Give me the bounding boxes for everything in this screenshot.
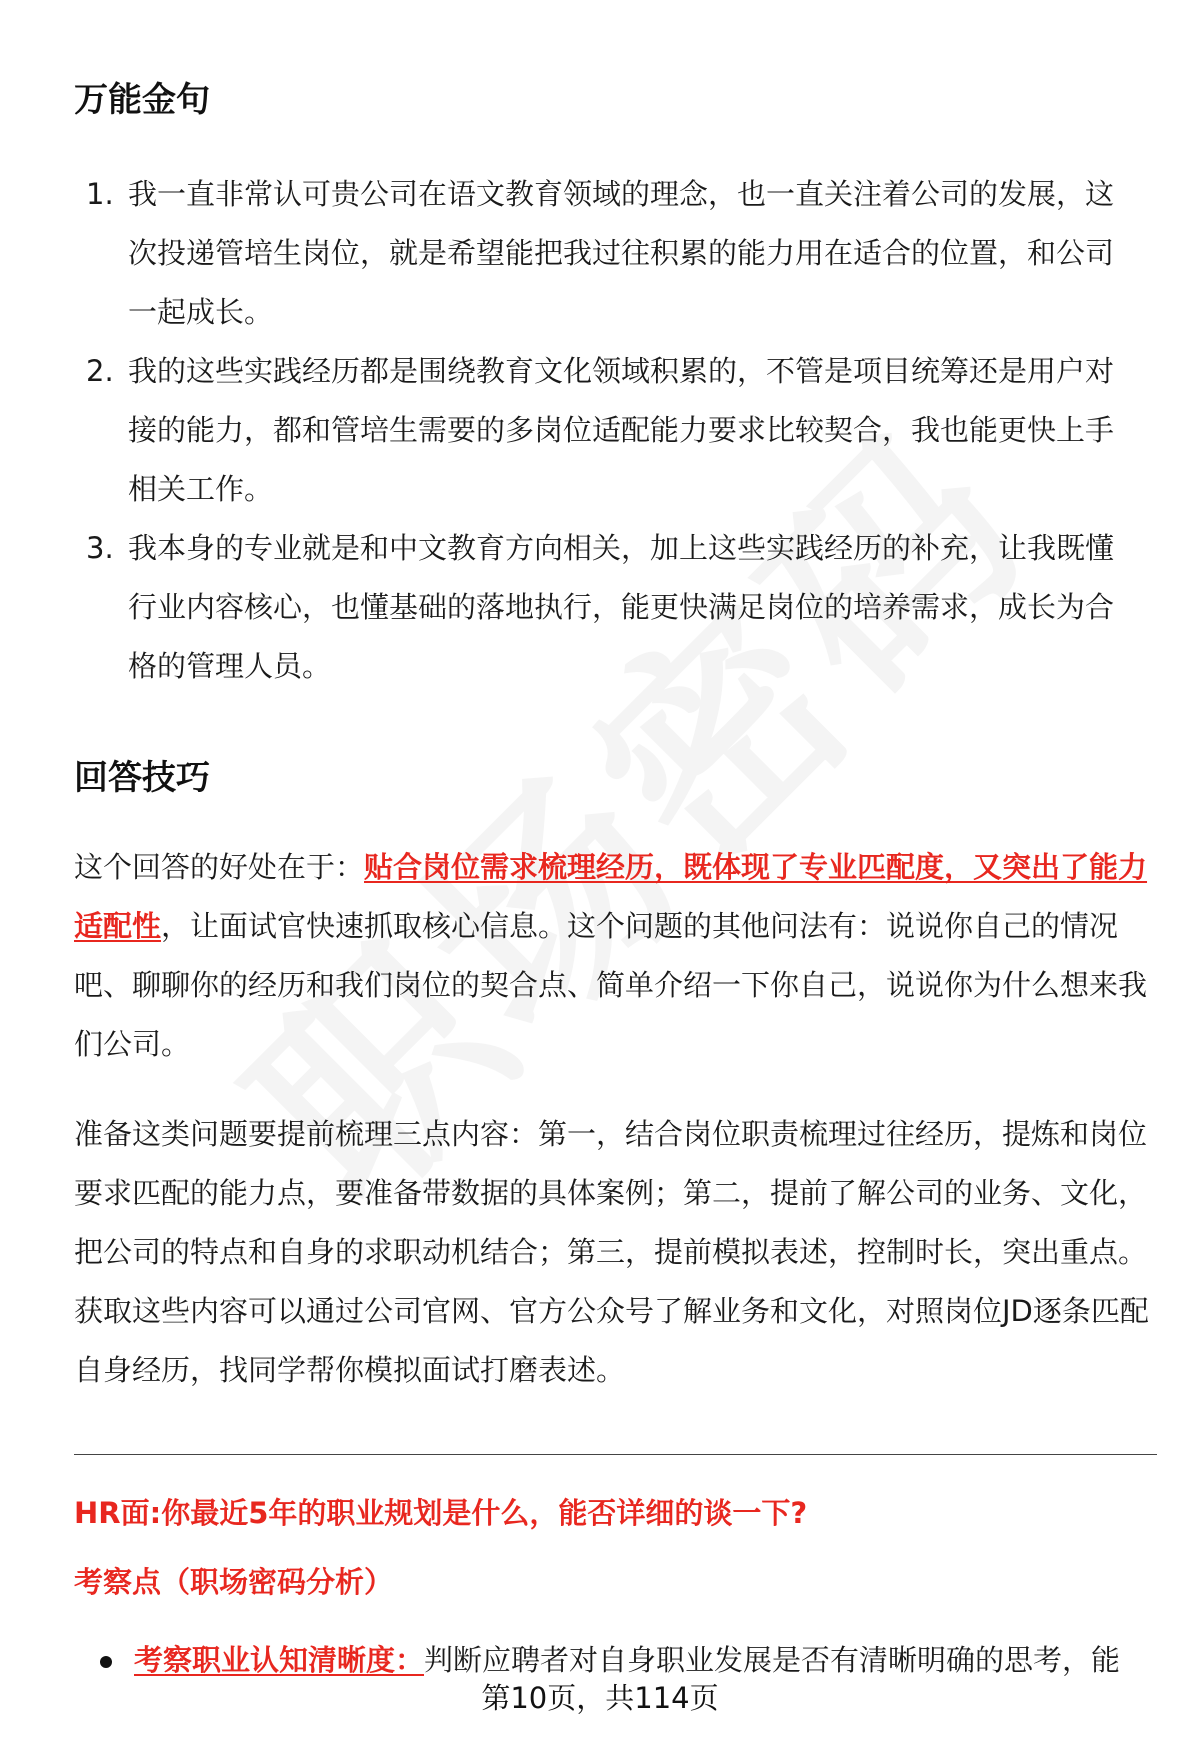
list-item [74, 342, 1144, 519]
bullet-dot-icon [100, 1656, 112, 1668]
tips-paragraph-1 [74, 838, 1149, 1074]
list-item-line: 一起成长。 [128, 295, 274, 329]
tips-highlight: 贴合岗位需求梳理经历，既体现了专业匹配度，又突出了能力适配性 [74, 850, 1148, 943]
bullet-item [74, 1640, 1154, 1680]
tips-prefix: 这个回答的好处在于： [74, 850, 365, 884]
golden-lines-list [74, 165, 1144, 696]
list-number: 3. [86, 531, 114, 565]
bullet-text: 判断应聘者对自身职业发展是否有清晰明确的思考，能 [424, 1643, 1121, 1677]
section-title-golden-lines: 万能金句 [74, 80, 210, 120]
list-item-line: 行业内容核心，也懂基础的落地执行，能更快满足岗位的培养需求，成长为合 [128, 590, 1115, 624]
analysis-heading: 考察点（职场密码分析） [74, 1565, 394, 1599]
section-title-answer-tips: 回答技巧 [74, 758, 210, 798]
list-item-line: 格的管理人员。 [128, 649, 332, 683]
list-item-line: 相关工作。 [128, 472, 274, 506]
list-item-line: 次投递管培生岗位，就是希望能把我过往积累的能力用在适合的位置，和公司 [128, 236, 1115, 270]
list-item [74, 165, 1144, 342]
list-item-line: 接的能力，都和管培生需要的多岗位适配能力要求比较契合，我也能更快上手 [128, 413, 1115, 447]
tips-paragraph-2: 准备这类问题要提前梳理三点内容：第一，结合岗位职责梳理过往经历，提炼和岗位要求匹配的能力点，要准备带数据的具体案例；第二，提前了解公司的业务、文化，把公司的特点和自身的求职动机结合；第三，提前模拟表述，控制时长，突出重点。获取这些内容可以通过公司官网、官方公众号了解业务和文化，对照岗位JD逐条匹配自身经历，找同学帮你模拟面试打磨表述。 [74, 1117, 1149, 1387]
list-item-line: 我本身的专业就是和中文教育方向相关，加上这些实践经历的补充，让我既懂 [128, 531, 1115, 565]
list-item-line: 我一直非常认可贵公司在语文教育领域的理念，也一直关注着公司的发展，这 [128, 177, 1115, 211]
bullet-label: 考察职业认知清晰度： [134, 1643, 425, 1677]
page-footer: 第10页，共114页 [481, 1681, 719, 1715]
list-number: 2. [86, 354, 114, 388]
tips-suffix: ，让面试官快速抓取核心信息。这个问题的其他问法有：说说你自己的情况吧、聊聊你的经历和我们岗位的契合点、简单介绍一下你自己，说说你为什么想来我们公司。 [74, 909, 1148, 1061]
hr-question-heading: HR面:你最近5年的职业规划是什么，能否详细的谈一下? [74, 1496, 808, 1530]
list-number: 1. [86, 177, 114, 211]
list-item [74, 519, 1144, 696]
list-item-line: 我的这些实践经历都是围绕教育文化领域积累的，不管是项目统筹还是用户对 [128, 354, 1115, 388]
section-divider [74, 1454, 1157, 1455]
